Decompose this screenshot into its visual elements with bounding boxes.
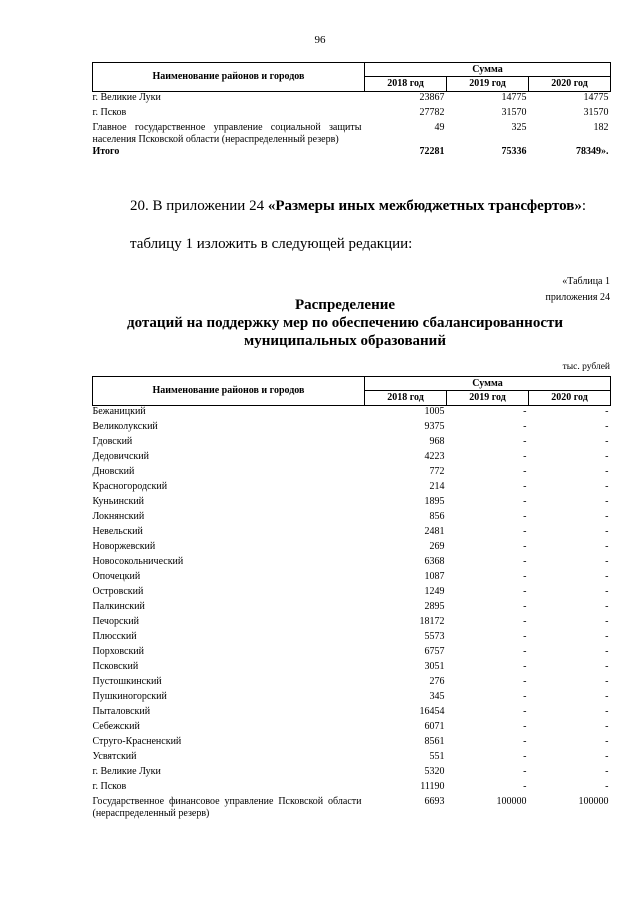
row-value-2020: - <box>605 676 609 687</box>
row-value-2019: - <box>523 706 527 717</box>
row-value-2019: - <box>523 781 527 792</box>
row-name: Великолукский <box>92 421 158 432</box>
document-title-line1: Распределение <box>294 297 396 313</box>
table-row <box>93 781 611 796</box>
row-name: Государственное финансовое управление Псковской области (нераспределенный резерв) <box>92 796 362 819</box>
page-number: 96 <box>314 34 326 46</box>
row-name: г. Великие Луки <box>92 766 161 777</box>
total-value-2018: 72281 <box>419 146 445 157</box>
row-name: Бежаницкий <box>92 406 146 417</box>
row-value-2019: 14775 <box>501 92 527 103</box>
row-name: Струго-Красненский <box>92 736 182 747</box>
column-header-year-2020: 2020 год <box>529 77 611 92</box>
row-value-2020: - <box>605 541 609 552</box>
table-row <box>93 766 611 781</box>
row-name: Новосокольнический <box>92 556 184 567</box>
row-value-2018: 5320 <box>424 766 445 777</box>
table-row <box>93 107 611 122</box>
row-value-2019: - <box>523 541 527 552</box>
row-value-2020: - <box>605 661 609 672</box>
replacement-instruction: таблицу 1 изложить в следующей редакции: <box>130 236 413 252</box>
paragraph-suffix: : <box>581 198 587 214</box>
row-name: Порховский <box>92 646 145 657</box>
row-value-2019: - <box>523 751 527 762</box>
table-row <box>93 646 611 661</box>
row-value-2018: 6693 <box>424 796 445 807</box>
row-value-2019: - <box>523 616 527 627</box>
row-value-2018: 18172 <box>419 616 445 627</box>
row-value-2018: 3051 <box>424 661 445 672</box>
row-value-2020: - <box>605 421 609 432</box>
total-row <box>93 146 611 161</box>
column-header-name: Наименование районов и городов <box>93 377 365 406</box>
row-value-2020: 182 <box>593 122 609 133</box>
row-value-2020: - <box>605 571 609 582</box>
row-name: Усвятский <box>92 751 137 762</box>
subsidies-distribution-table <box>92 376 611 820</box>
table-row <box>93 466 611 481</box>
row-value-2018: 6071 <box>424 721 445 732</box>
row-value-2018: 4223 <box>424 451 445 462</box>
row-name: Невельский <box>92 526 143 537</box>
table-row <box>93 751 611 766</box>
row-value-2018: 5573 <box>424 631 445 642</box>
row-value-2019: - <box>523 436 527 447</box>
row-value-2019: - <box>523 601 527 612</box>
document-title-line3: муниципальных образований <box>244 333 446 349</box>
row-name: Пустошкинский <box>92 676 162 687</box>
table-row <box>93 541 611 556</box>
table-row <box>93 421 611 436</box>
row-name: Пушкиногорский <box>92 691 167 702</box>
row-value-2020: - <box>605 436 609 447</box>
row-value-2020: - <box>605 616 609 627</box>
row-value-2019: - <box>523 676 527 687</box>
row-value-2019: - <box>523 556 527 567</box>
column-header-year-2019: 2019 год <box>447 391 529 406</box>
row-value-2020: - <box>605 601 609 612</box>
row-value-2018: 8561 <box>424 736 445 747</box>
table-row <box>93 451 611 466</box>
row-value-2020: - <box>605 766 609 777</box>
row-value-2020: 14775 <box>583 92 609 103</box>
row-value-2019: - <box>523 421 527 432</box>
row-name: Дновский <box>92 466 135 477</box>
row-value-2020: - <box>605 511 609 522</box>
row-value-2018: 269 <box>429 541 445 552</box>
row-name: Гдовский <box>92 436 133 447</box>
row-value-2020: - <box>605 526 609 537</box>
row-name: Новоржевский <box>92 541 156 552</box>
column-header-year-2020: 2020 год <box>529 391 611 406</box>
table-row <box>93 676 611 691</box>
row-value-2019: - <box>523 646 527 657</box>
row-value-2020: 100000 <box>578 796 609 807</box>
row-name: Плюсский <box>92 631 137 642</box>
row-name: Пыталовский <box>92 706 151 717</box>
row-value-2019: - <box>523 691 527 702</box>
row-value-2018: 276 <box>429 676 445 687</box>
row-value-2019: 31570 <box>501 107 527 118</box>
row-value-2018: 1249 <box>424 586 445 597</box>
row-name: Островский <box>92 586 144 597</box>
row-value-2019: - <box>523 496 527 507</box>
units-label: тыс. рублей <box>562 362 610 372</box>
row-value-2018: 551 <box>429 751 445 762</box>
table-row <box>93 526 611 541</box>
row-name: Главное государственное управление социальной защиты населения Псковской области (нераспределенный резерв) <box>92 122 362 145</box>
column-header-year-2019: 2019 год <box>447 77 529 92</box>
row-value-2019: - <box>523 571 527 582</box>
table-row <box>93 661 611 676</box>
row-name: Куньинский <box>92 496 145 507</box>
table-row <box>93 436 611 451</box>
table-reference-line2: приложения 24 <box>545 292 610 303</box>
table-row <box>93 496 611 511</box>
row-name: Палкинский <box>92 601 145 612</box>
row-value-2020: - <box>605 646 609 657</box>
row-value-2018: 968 <box>429 436 445 447</box>
table-row <box>93 736 611 751</box>
table-row <box>93 691 611 706</box>
row-value-2018: 2895 <box>424 601 445 612</box>
row-value-2020: - <box>605 751 609 762</box>
row-value-2019: - <box>523 661 527 672</box>
total-value-2020: 78349». <box>576 146 609 157</box>
row-value-2020: - <box>605 781 609 792</box>
row-value-2019: - <box>523 511 527 522</box>
row-value-2018: 6368 <box>424 556 445 567</box>
table-row <box>93 601 611 616</box>
row-value-2019: - <box>523 466 527 477</box>
row-value-2018: 1005 <box>424 406 445 417</box>
row-value-2018: 856 <box>429 511 445 522</box>
row-name: г. Псков <box>92 107 127 118</box>
row-value-2019: - <box>523 481 527 492</box>
table-row <box>93 631 611 646</box>
total-label: Итого <box>92 146 120 157</box>
amendment-paragraph-20 <box>130 198 586 215</box>
table-row <box>93 796 611 820</box>
column-header-sum: Сумма <box>365 63 611 77</box>
row-value-2018: 23867 <box>419 92 445 103</box>
row-value-2019: - <box>523 766 527 777</box>
total-value-2019: 75336 <box>501 146 527 157</box>
row-name: Красногородский <box>92 481 168 492</box>
row-value-2019: - <box>523 526 527 537</box>
row-name: г. Великие Луки <box>92 92 161 103</box>
table-reference-line1: «Таблица 1 <box>562 276 610 287</box>
table-row <box>93 616 611 631</box>
row-value-2018: 1895 <box>424 496 445 507</box>
row-value-2020: - <box>605 586 609 597</box>
row-value-2019: - <box>523 451 527 462</box>
row-value-2020: - <box>605 631 609 642</box>
row-name: Опочецкий <box>92 571 141 582</box>
row-value-2018: 345 <box>429 691 445 702</box>
row-value-2019: - <box>523 406 527 417</box>
row-value-2020: - <box>605 736 609 747</box>
row-name: Себежский <box>92 721 140 732</box>
row-value-2020: - <box>605 466 609 477</box>
row-name: г. Псков <box>92 781 127 792</box>
column-header-sum: Сумма <box>365 377 611 391</box>
subsidies-table-body <box>93 406 611 821</box>
document-title-line2: дотаций на поддержку мер по обеспечению сбалансированности <box>126 315 563 331</box>
row-value-2020: - <box>605 706 609 717</box>
row-value-2019: - <box>523 721 527 732</box>
row-value-2018: 6757 <box>424 646 445 657</box>
row-value-2020: - <box>605 451 609 462</box>
row-value-2019: 100000 <box>496 796 527 807</box>
row-value-2020: 31570 <box>583 107 609 118</box>
table-row <box>93 122 611 146</box>
row-value-2018: 11190 <box>420 781 445 792</box>
row-name: Локнянский <box>92 511 145 522</box>
row-value-2020: - <box>605 481 609 492</box>
column-header-name: Наименование районов и городов <box>93 63 365 92</box>
row-value-2018: 16454 <box>419 706 445 717</box>
row-value-2018: 9375 <box>424 421 445 432</box>
table-row <box>93 706 611 721</box>
row-value-2020: - <box>605 556 609 567</box>
row-value-2019: - <box>523 586 527 597</box>
appendix-title: «Размеры иных межбюджетных трансфертов» <box>267 198 582 214</box>
table-row <box>93 571 611 586</box>
table-row <box>93 406 611 422</box>
table-row <box>93 511 611 526</box>
row-value-2019: - <box>523 631 527 642</box>
table-row <box>93 721 611 736</box>
row-value-2018: 2481 <box>424 526 445 537</box>
column-header-year-2018: 2018 год <box>365 77 447 92</box>
row-value-2020: - <box>605 406 609 417</box>
row-value-2019: 325 <box>511 122 527 133</box>
table-row <box>93 556 611 571</box>
row-value-2020: - <box>605 721 609 732</box>
row-value-2018: 27782 <box>419 107 445 118</box>
previous-transfers-table <box>92 62 611 161</box>
row-name: Печорский <box>92 616 139 627</box>
row-value-2020: - <box>605 496 609 507</box>
row-name: Псковский <box>92 661 139 672</box>
row-value-2018: 1087 <box>424 571 445 582</box>
row-value-2018: 49 <box>434 122 445 133</box>
row-name: Дедовичский <box>92 451 149 462</box>
table-row <box>93 92 611 108</box>
paragraph-prefix: 20. В приложении 24 <box>130 198 268 214</box>
row-value-2019: - <box>523 736 527 747</box>
row-value-2020: - <box>605 691 609 702</box>
row-value-2018: 772 <box>429 466 445 477</box>
table-row <box>93 586 611 601</box>
row-value-2018: 214 <box>429 481 445 492</box>
column-header-year-2018: 2018 год <box>365 391 447 406</box>
table-row <box>93 481 611 496</box>
